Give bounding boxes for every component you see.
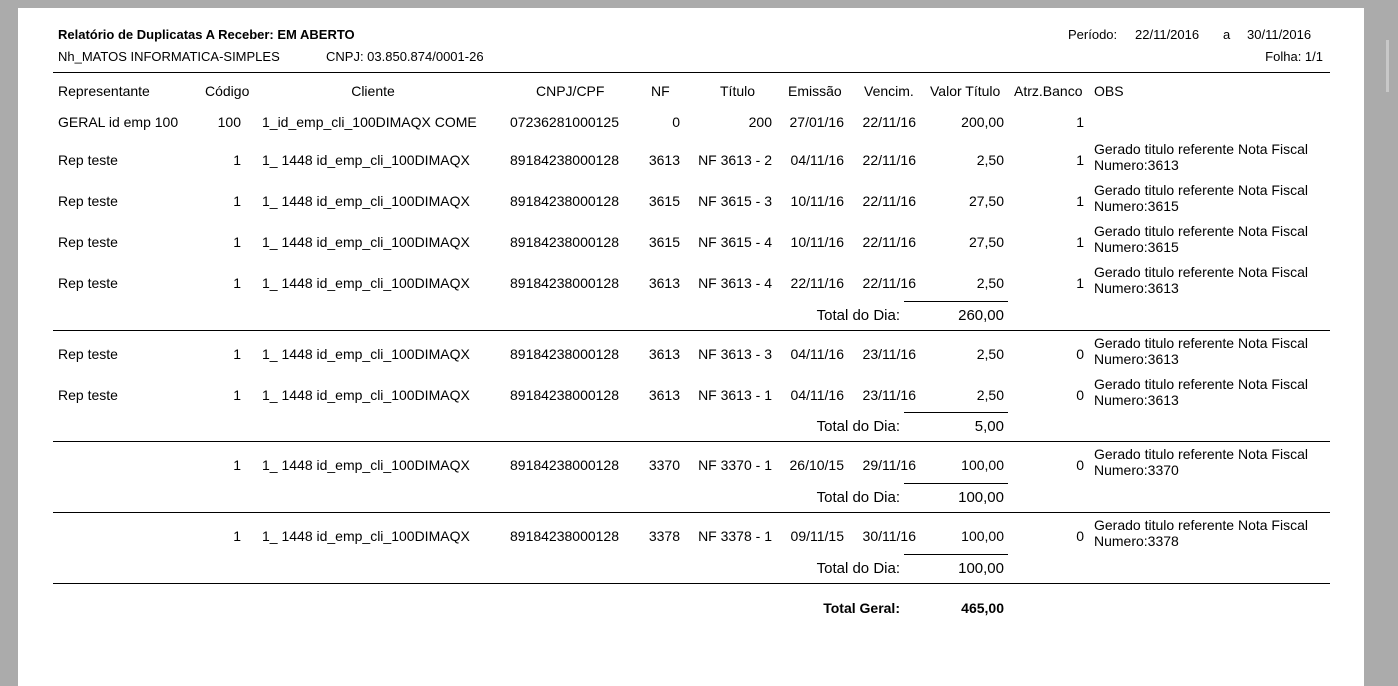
cell-obs [1094,264,1326,296]
cell-obs-line1: Gerado titulo referente Nota Fiscal [1094,141,1308,157]
cell-cnpj: 89184238000128 [510,193,620,209]
cell-cliente: 1_ 1448 id_emp_cli_100DIMAQX [262,387,470,403]
cell-vencim: 22/11/16 [862,114,916,130]
cell-obs-line2: Numero:3613 [1094,392,1179,408]
cell-atrz: 0 [1076,387,1084,403]
cell-emissao: 10/11/16 [790,193,844,209]
cell-vencim: 29/11/16 [862,457,916,473]
cell-codigo: 100 [217,114,241,130]
cell-atrz: 1 [1076,114,1084,130]
cell-nf: 3615 [648,234,680,250]
cell-titulo: NF 3615 - 4 [698,234,772,250]
cell-cliente: 1_ 1448 id_emp_cli_100DIMAQX [262,346,470,362]
total-underline [904,554,1008,555]
period-separator: a [1223,27,1231,42]
grand-total-value: 465,00 [961,600,1004,616]
cell-codigo: 1 [233,387,241,403]
cell-obs-line2: Numero:3615 [1094,239,1179,255]
vertical-scrollbar[interactable] [1386,40,1389,92]
cell-emissao: 22/11/16 [790,275,844,291]
day-total-label: Total do Dia: [816,489,900,506]
cell-obs-line2: Numero:3615 [1094,198,1179,214]
period-start: 22/11/2016 [1135,27,1200,42]
cell-nf: 3378 [648,528,680,544]
cell-valor: 100,00 [961,457,1004,473]
cell-obs-line1: Gerado titulo referente Nota Fiscal [1094,335,1308,351]
cell-obs-line2: Numero:3370 [1094,462,1179,478]
page-counter: Folha: 1/1 [1265,49,1323,64]
cell-obs [1094,335,1326,367]
total-underline [904,301,1008,302]
cell-representante: Rep teste [58,275,118,291]
cell-emissao: 04/11/16 [790,346,844,362]
col-header-cliente: Cliente [351,83,395,99]
cell-codigo: 1 [233,346,241,362]
cell-vencim: 22/11/16 [862,275,916,291]
col-header-emissao: Emissão [788,83,842,99]
total-underline [904,412,1008,413]
col-header-codigo: Código [205,83,250,99]
cell-cnpj: 89184238000128 [510,528,620,544]
cell-atrz: 0 [1076,528,1084,544]
total-underline [904,483,1008,484]
group-divider [53,330,1330,331]
cell-cnpj: 89184238000128 [510,275,620,291]
cell-obs [1094,141,1326,173]
cell-atrz: 1 [1076,275,1084,291]
cell-emissao: 04/11/16 [790,152,844,168]
cell-representante: Rep teste [58,234,118,250]
cell-valor: 2,50 [976,346,1004,362]
day-total-value: 260,00 [958,307,1004,324]
day-total-label: Total do Dia: [816,307,900,324]
cell-emissao: 10/11/16 [790,234,844,250]
cell-atrz: 1 [1076,152,1084,168]
cell-obs-line1: Gerado titulo referente Nota Fiscal [1094,446,1308,462]
cell-cnpj: 07236281000125 [510,114,620,130]
cell-cliente: 1_ 1448 id_emp_cli_100DIMAQX [262,193,470,209]
cell-cnpj: 89184238000128 [510,457,620,473]
cell-cnpj: 89184238000128 [510,234,620,250]
group-divider [53,583,1330,584]
group-divider [53,441,1330,442]
cell-valor: 100,00 [961,528,1004,544]
grand-total-label: Total Geral: [823,600,900,616]
cell-obs [1094,376,1326,408]
day-total-value: 100,00 [958,560,1004,577]
cell-representante: Rep teste [58,193,118,209]
cell-titulo: NF 3615 - 3 [698,193,772,209]
cell-emissao: 04/11/16 [790,387,844,403]
cell-valor: 2,50 [976,152,1004,168]
cell-codigo: 1 [233,275,241,291]
company-name: Nh_MATOS INFORMATICA-SIMPLES [58,49,280,64]
report-page [18,8,1364,686]
col-header-representante: Representante [58,83,150,99]
report-title: Relatório de Duplicatas A Receber: EM ABERTO [58,27,355,42]
cell-representante: Rep teste [58,387,118,403]
group-divider [53,512,1330,513]
cell-nf: 3370 [648,457,680,473]
cell-codigo: 1 [233,193,241,209]
cell-cliente: 1_id_emp_cli_100DIMAQX COME [262,114,477,130]
cell-valor: 2,50 [976,275,1004,291]
cell-titulo: 200 [748,114,772,130]
cell-cliente: 1_ 1448 id_emp_cli_100DIMAQX [262,275,470,291]
cell-obs [1094,182,1326,214]
col-header-titulo: Título [720,83,756,99]
cell-emissao: 09/11/15 [790,528,844,544]
cell-nf: 3613 [648,275,680,291]
col-header-atrz: Atrz.Banco [1014,83,1083,99]
cell-codigo: 1 [233,234,241,250]
period-end: 30/11/2016 [1247,27,1312,42]
cell-cliente: 1_ 1448 id_emp_cli_100DIMAQX [262,457,470,473]
cell-vencim: 30/11/16 [862,528,916,544]
cell-nf: 3613 [648,152,680,168]
cell-obs-line1: Gerado titulo referente Nota Fiscal [1094,376,1308,392]
company-cnpj: CNPJ: 03.850.874/0001-26 [326,49,484,64]
cell-obs [1094,446,1326,478]
cell-atrz: 1 [1076,193,1084,209]
cell-atrz: 1 [1076,234,1084,250]
cell-emissao: 27/01/16 [789,114,844,130]
cell-obs-line2: Numero:3613 [1094,157,1179,173]
cell-valor: 27,50 [968,234,1004,250]
col-header-vencim: Vencim. [864,83,914,99]
cell-atrz: 0 [1076,457,1084,473]
day-total-value: 100,00 [958,489,1004,506]
cell-titulo: NF 3613 - 2 [698,152,772,168]
cell-codigo: 1 [233,152,241,168]
header-divider [53,72,1330,73]
cell-obs-line1: Gerado titulo referente Nota Fiscal [1094,264,1308,280]
cell-titulo: NF 3613 - 1 [698,387,772,403]
day-total-label: Total do Dia: [816,418,900,435]
cell-representante: Rep teste [58,152,118,168]
cell-cnpj: 89184238000128 [510,152,620,168]
cell-cnpj: 89184238000128 [510,346,620,362]
col-header-obs: OBS [1094,83,1124,99]
cell-vencim: 23/11/16 [862,346,916,362]
day-total-value: 5,00 [974,418,1004,435]
cell-cnpj: 89184238000128 [510,387,620,403]
cell-obs-line1: Gerado titulo referente Nota Fiscal [1094,517,1308,533]
cell-nf: 3615 [648,193,680,209]
cell-vencim: 22/11/16 [862,193,916,209]
cell-valor: 27,50 [968,193,1004,209]
cell-nf: 3613 [648,387,680,403]
cell-obs [1094,517,1326,549]
cell-nf: 0 [672,114,680,130]
cell-valor: 2,50 [976,387,1004,403]
cell-cliente: 1_ 1448 id_emp_cli_100DIMAQX [262,152,470,168]
cell-titulo: NF 3370 - 1 [698,457,772,473]
cell-valor: 200,00 [961,114,1004,130]
cell-atrz: 0 [1076,346,1084,362]
cell-nf: 3613 [648,346,680,362]
cell-obs-line1: Gerado titulo referente Nota Fiscal [1094,182,1308,198]
cell-cliente: 1_ 1448 id_emp_cli_100DIMAQX [262,234,470,250]
cell-cliente: 1_ 1448 id_emp_cli_100DIMAQX [262,528,470,544]
cell-codigo: 1 [233,528,241,544]
cell-titulo: NF 3613 - 4 [698,275,772,291]
day-total-label: Total do Dia: [816,560,900,577]
cell-obs [1094,223,1326,255]
period-label: Período: [1068,27,1118,42]
cell-titulo: NF 3378 - 1 [698,528,772,544]
cell-obs-line2: Numero:3378 [1094,533,1179,549]
col-header-nf: NF [651,83,670,99]
cell-representante: Rep teste [58,346,118,362]
cell-codigo: 1 [233,457,241,473]
col-header-cnpj: CNPJ/CPF [536,83,605,99]
cell-titulo: NF 3613 - 3 [698,346,772,362]
cell-representante: GERAL id emp 100 [58,114,179,130]
cell-vencim: 22/11/16 [862,234,916,250]
cell-obs-line2: Numero:3613 [1094,280,1179,296]
cell-obs-line2: Numero:3613 [1094,351,1179,367]
cell-vencim: 23/11/16 [862,387,916,403]
cell-obs-line1: Gerado titulo referente Nota Fiscal [1094,223,1308,239]
cell-vencim: 22/11/16 [862,152,916,168]
cell-emissao: 26/10/15 [789,457,844,473]
col-header-valor: Valor Título [930,83,1001,99]
